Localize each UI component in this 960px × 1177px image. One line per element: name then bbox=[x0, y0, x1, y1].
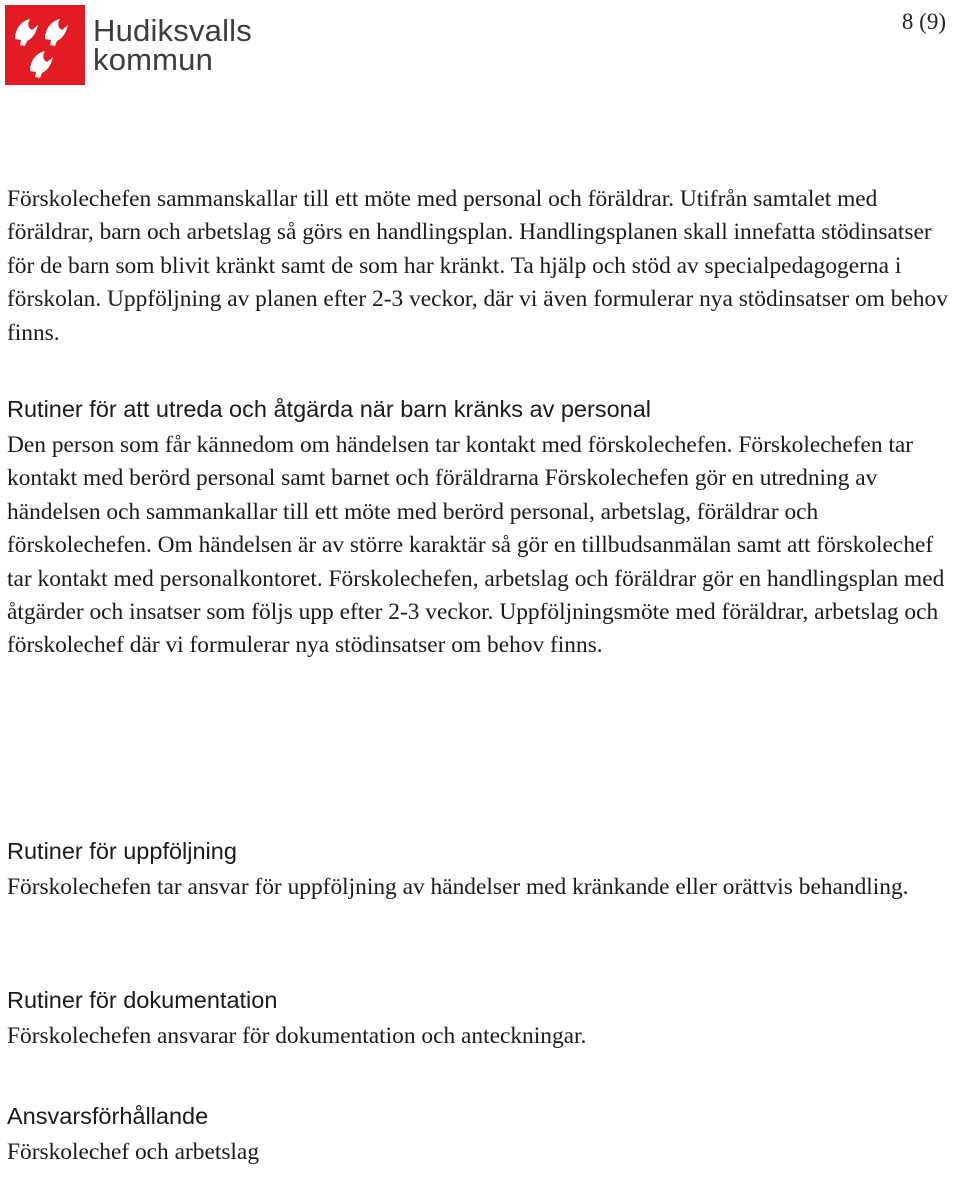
section-heading: Rutiner för att utreda och åtgärda när barn kränks av personal bbox=[7, 396, 652, 422]
section-heading: Rutiner för uppföljning bbox=[7, 838, 237, 864]
intro-paragraph: Förskolechefen sammanskallar till ett möte med personal och föräldrar. Utifrån samtalet med föräldrar, barn och arbetslag så görs en handlingsplan. Handlingsplanen skall innefatta stödinsatser för de barn som blivit kränkt samt de som har kränkt. Ta hjälp och stöd av specialpedagogerna i förskolan. Uppföljning av planen efter 2-3 veckor, där vi även formulerar nya stödinsatser om behov finns. bbox=[7, 186, 948, 346]
section-heading: Rutiner för dokumentation bbox=[7, 987, 278, 1013]
section-ansvar bbox=[7, 1103, 959, 1169]
section-dokumentation bbox=[7, 987, 959, 1053]
page-number: 8 (9) bbox=[901, 9, 946, 34]
section-heading: Ansvarsförhållande bbox=[7, 1103, 209, 1129]
section-text: Förskolechefen ansvarar för dokumentation och anteckningar. bbox=[7, 1023, 587, 1049]
hudiksvalls-logo bbox=[5, 5, 252, 85]
intro-section bbox=[7, 183, 959, 350]
section-text: Den person som får kännedom om händelsen tar kontakt med förskolechefen. Förskolechefen tar kontakt med berörd personal samt barnet och föräldrarna Förskolechefen gör en utredning av händelsen och sammankallar till ett möte med berörd personal, arbetslag, föräldrar och förskolechefen. Om händelsen är av större karaktär så gör en tillbudsanmälan samt att förskolechef tar kontakt med personalkontoret. Förskolechefen, arbetslag och föräldrar gör en handlingsplan med åtgärder och insatser som följs upp efter 2-3 veckor. Uppföljningsmöte med föräldrar, arbetslag och förskolechef där vi formulerar nya stödinsatser om behov finns. bbox=[7, 432, 945, 659]
logo-line-2: kommun bbox=[93, 42, 214, 77]
goat-emblem-icon bbox=[5, 5, 85, 85]
logo-line-1: Hudiksvalls bbox=[93, 13, 252, 48]
section-text: Förskolechefen tar ansvar för uppföljning av händelser med kränkande eller orättvis behandling. bbox=[7, 874, 909, 900]
section-personal bbox=[7, 396, 959, 663]
section-text: Förskolechef och arbetslag bbox=[7, 1139, 260, 1165]
section-uppfoljning bbox=[7, 838, 959, 904]
logo-wordmark bbox=[93, 13, 252, 77]
